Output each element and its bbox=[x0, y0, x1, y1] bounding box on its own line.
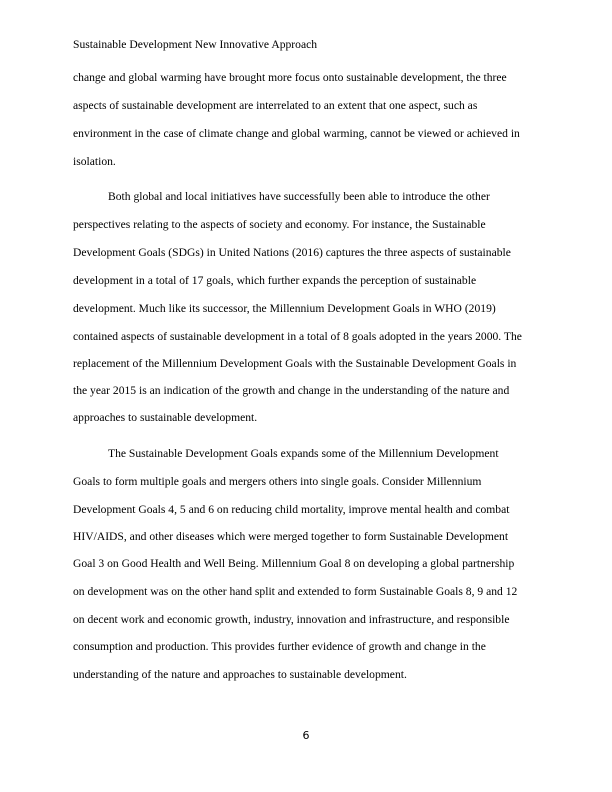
text-line: perspectives relating to the aspects of society and economy. For instance, the Sustainable bbox=[73, 218, 486, 231]
text-line: aspects of sustainable development are interrelated to an extent that one aspect, such as bbox=[73, 99, 478, 112]
text-line: development. Much like its successor, the Millennium Development Goals in WHO (2019) bbox=[73, 302, 496, 315]
text-line: environment in the case of climate change and global warming, cannot be viewed or achieved in bbox=[73, 127, 520, 140]
text-line: approaches to sustainable development. bbox=[73, 411, 258, 424]
text-line: Goal 3 on Good Health and Well Being. Millennium Goal 8 on developing a global partnership bbox=[73, 557, 515, 570]
text-line: change and global warming have brought more focus onto sustainable development, the three bbox=[73, 71, 507, 84]
text-line: The Sustainable Development Goals expands some of the Millennium Development bbox=[108, 447, 499, 460]
text-line: replacement of the Millennium Development Goals with the Sustainable Development Goals in bbox=[73, 357, 517, 370]
text-line: Both global and local initiatives have successfully been able to introduce the other bbox=[108, 190, 490, 203]
text-line: Development Goals 4, 5 and 6 on reducing child mortality, improve mental health and combat bbox=[73, 503, 510, 516]
text-line: Goals to form multiple goals and mergers others into single goals. Consider Millennium bbox=[73, 475, 482, 488]
text-line: the year 2015 is an indication of the growth and change in the understanding of the nature and bbox=[73, 384, 510, 397]
text-line: HIV/AIDS, and other diseases which were merged together to form Sustainable Development bbox=[73, 530, 509, 543]
running-head: Sustainable Development New Innovative Approach bbox=[73, 38, 318, 51]
text-line: isolation. bbox=[73, 155, 116, 168]
text-line: consumption and production. This provides further evidence of growth and change in the bbox=[73, 640, 486, 653]
text-line: contained aspects of sustainable development in a total of 8 goals adopted in the years 2000. The bbox=[73, 330, 522, 343]
text-line: on decent work and economic growth, industry, innovation and infrastructure, and responsible bbox=[73, 613, 510, 626]
text-line: on development was on the other hand split and extended to form Sustainable Goals 8, 9 and 12 bbox=[73, 585, 518, 598]
text-line: development in a total of 17 goals, which further expands the perception of sustainable bbox=[73, 274, 477, 287]
page-number: 6 bbox=[302, 729, 310, 742]
text-line: understanding of the nature and approaches to sustainable development. bbox=[73, 668, 407, 681]
text-line: Development Goals (SDGs) in United Nations (2016) captures the three aspects of sustainable bbox=[73, 246, 511, 259]
